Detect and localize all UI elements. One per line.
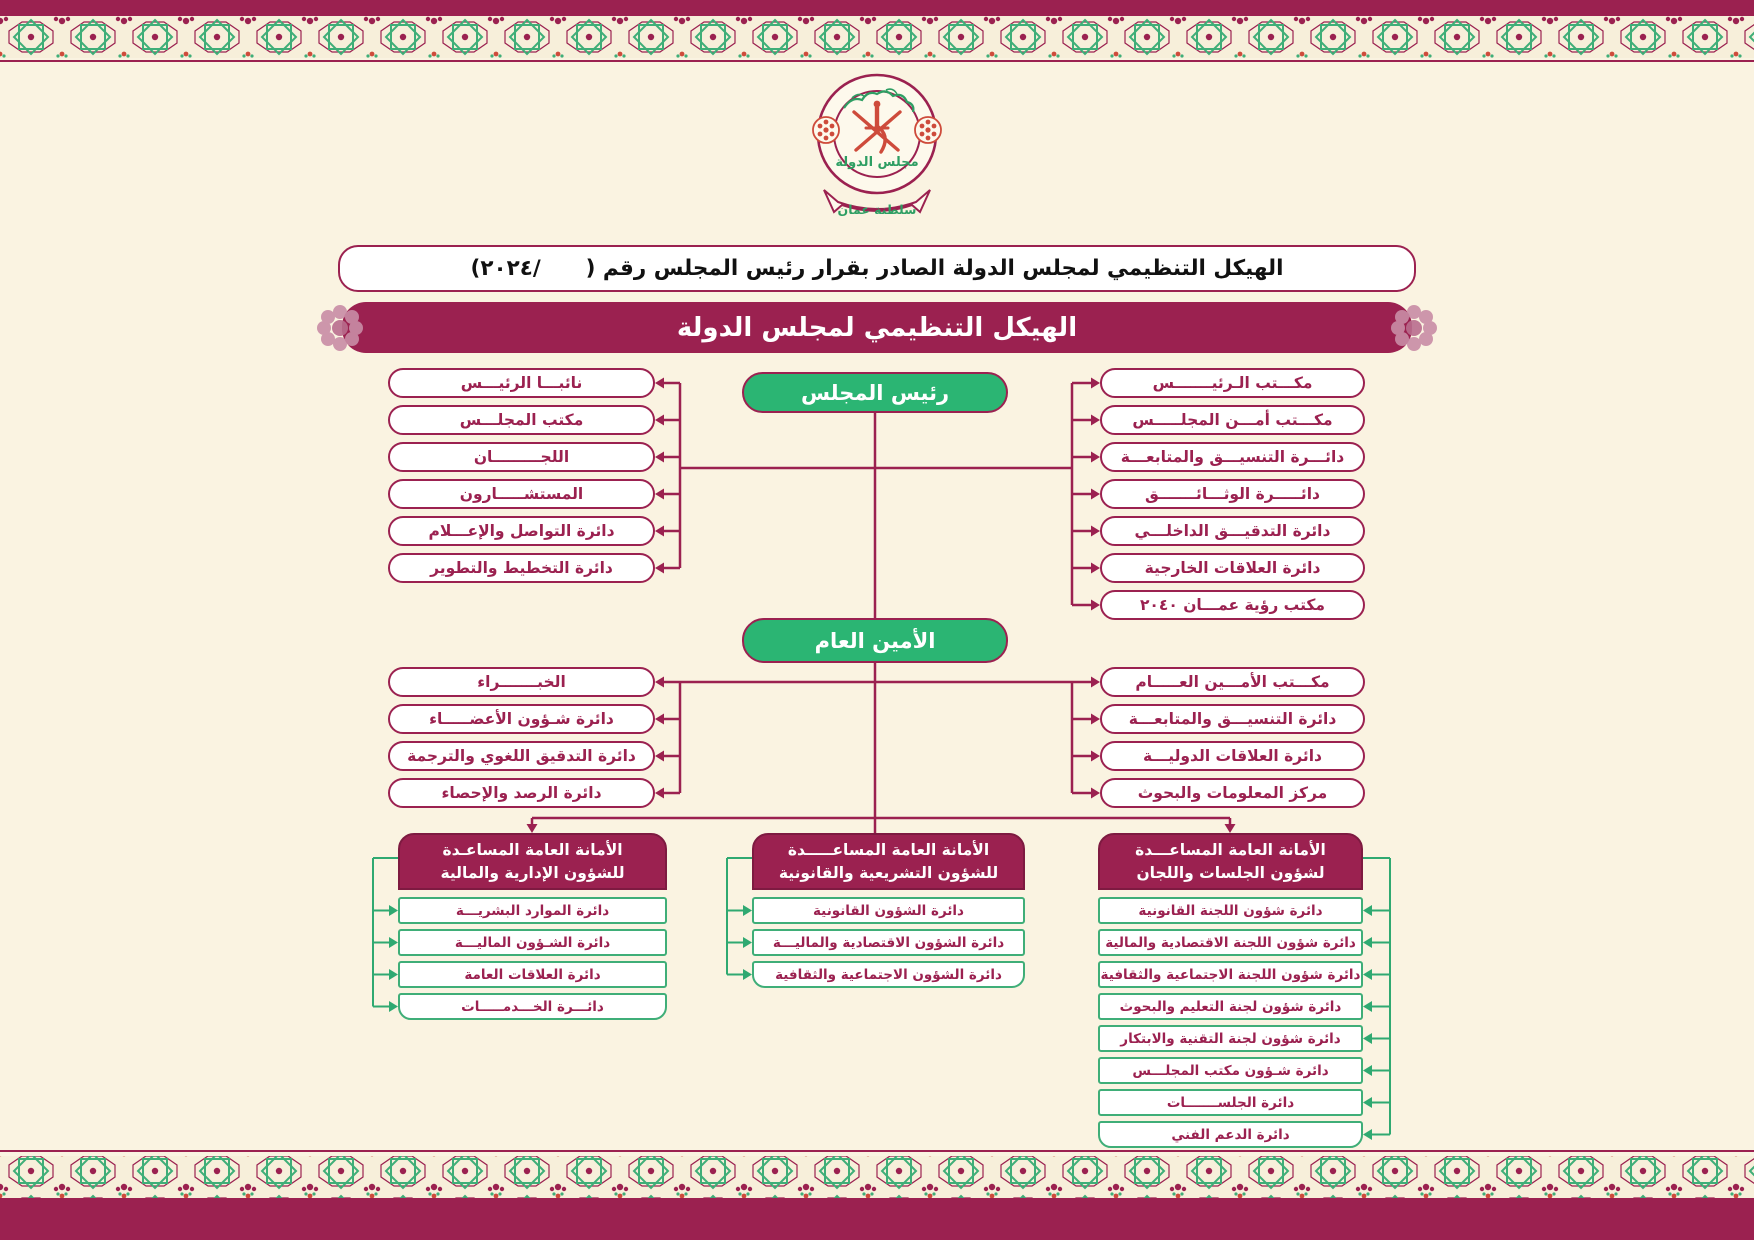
sg-left-column bbox=[388, 667, 655, 808]
org-box: دائرة شؤون اللجنة القانونية bbox=[1098, 897, 1363, 924]
top-border-ornament bbox=[0, 0, 1754, 62]
org-box: دائرة شـؤون الأعضـــــاء bbox=[388, 704, 655, 734]
banner-rosette-left-icon bbox=[312, 300, 368, 356]
org-box: دائرة التخطيط والتطوير bbox=[388, 553, 655, 583]
secretariat-legislative-departments bbox=[752, 897, 1025, 988]
rosette-right-icon bbox=[915, 117, 941, 143]
org-box: دائرة العلاقات الخارجية bbox=[1100, 553, 1365, 583]
org-box: دائرة التواصل والإعـــلام bbox=[388, 516, 655, 546]
secretariat-legislative-title-2: للشؤون التشريعية والقانونية bbox=[778, 863, 999, 882]
org-box: دائرة الدعم الفني bbox=[1098, 1121, 1363, 1148]
president-label: رئيس المجلس bbox=[800, 380, 950, 405]
org-box: دائرة شـؤون مكتب المجلـــس bbox=[1098, 1057, 1363, 1084]
president-right-column bbox=[1100, 368, 1365, 620]
org-box: دائـــرة التنسيـــق والمتابعـــة bbox=[1100, 442, 1365, 472]
secretariat-admin-departments bbox=[398, 897, 667, 1020]
org-box: دائرة العلاقات العامة bbox=[398, 961, 667, 988]
org-box: دائرة الشؤون القانونية bbox=[752, 897, 1025, 924]
secretary-general-node bbox=[742, 618, 1008, 663]
org-box: مكـــتب أمـــن المجلـــــس bbox=[1100, 405, 1365, 435]
chart-title-text: الهيكل التنظيمي لمجلس الدولة bbox=[676, 312, 1078, 343]
secretariat-sessions-departments bbox=[1098, 897, 1363, 1148]
org-box: دائرة شؤون لجنة التعليم والبحوث bbox=[1098, 993, 1363, 1020]
org-box: دائـــــرة الوثـــائـــــــق bbox=[1100, 479, 1365, 509]
president-left-column bbox=[388, 368, 655, 583]
emblem-council-name: مجلس الدولة bbox=[835, 155, 919, 170]
org-box: المستشـــــارون bbox=[388, 479, 655, 509]
secretariat-legislative-header bbox=[752, 833, 1025, 890]
org-box: دائرة شؤون اللجنة الاقتصادية والمالية bbox=[1098, 929, 1363, 956]
org-box: دائرة التدقيق اللغوي والترجمة bbox=[388, 741, 655, 771]
chart-title-banner bbox=[342, 302, 1412, 353]
bottom-border-ornament bbox=[0, 1150, 1754, 1240]
emblem-ribbon-text: سلطنة عمان bbox=[837, 202, 917, 217]
org-box: دائرة الشـؤون الماليـــة bbox=[398, 929, 667, 956]
sg-right-column bbox=[1100, 667, 1365, 808]
president-node bbox=[742, 372, 1008, 413]
secretariat-admin-card bbox=[398, 833, 667, 1020]
org-box: دائرة التنسيـــق والمتابعـــة bbox=[1100, 704, 1365, 734]
org-box: دائرة الرصد والإحصاء bbox=[388, 778, 655, 808]
org-box: دائرة العلاقات الدوليـــة bbox=[1100, 741, 1365, 771]
secretariat-sessions-header bbox=[1098, 833, 1363, 890]
org-box: دائرة الجلســـــــات bbox=[1098, 1089, 1363, 1116]
secretariat-admin-header bbox=[398, 833, 667, 890]
org-box: مكـــتب الـرئيـــــــس bbox=[1100, 368, 1365, 398]
secretariat-legislative-card bbox=[752, 833, 1025, 988]
org-box: مكـــتب الأمـــين العـــــام bbox=[1100, 667, 1365, 697]
secretariat-sessions-card bbox=[1098, 833, 1363, 1148]
org-box: مكتب رؤية عمـــان ٢٠٤٠ bbox=[1100, 590, 1365, 620]
secretariat-admin-title-1: الأمانة العامة المساعـدة bbox=[442, 841, 623, 860]
decree-title-bar bbox=[338, 245, 1416, 292]
banner-rosette-right-icon bbox=[1386, 300, 1442, 356]
secretariat-sessions-title-1: الأمانة العامة المساعـــدة bbox=[1135, 841, 1326, 860]
org-box: دائرة شؤون لجنة التقنية والابتكار bbox=[1098, 1025, 1363, 1052]
council-emblem bbox=[794, 68, 960, 236]
secretariat-sessions-title-2: لشؤون الجلسات واللجان bbox=[1136, 863, 1325, 882]
org-box: اللجـــــــــان bbox=[388, 442, 655, 472]
org-box: دائرة الموارد البشريـــة bbox=[398, 897, 667, 924]
rosette-left-icon bbox=[813, 117, 839, 143]
org-box: مكتب المجلـــس bbox=[388, 405, 655, 435]
secretariat-legislative-title-1: الأمانة العامة المساعـــــدة bbox=[787, 841, 990, 860]
decree-title-text: الهيكل التنظيمي لمجلس الدولة الصادر بقرار رئيس المجلس رقم ( /٢٠٢٤) bbox=[470, 256, 1284, 281]
org-box: نائبـــا الرئيـــس bbox=[388, 368, 655, 398]
org-box: دائرة الشؤون الاجتماعية والثقافية bbox=[752, 961, 1025, 988]
org-box: مركز المعلومات والبحوث bbox=[1100, 778, 1365, 808]
org-box: دائرة الشؤون الاقتصادية والماليـــة bbox=[752, 929, 1025, 956]
org-box: الخبـــــــراء bbox=[388, 667, 655, 697]
secretary-general-label: الأمين العام bbox=[814, 628, 936, 653]
org-box: دائرة التدقيـــق الداخلـــي bbox=[1100, 516, 1365, 546]
secretariat-admin-title-2: للشؤون الإدارية والمالية bbox=[440, 863, 625, 882]
org-box: دائرة شؤون اللجنة الاجتماعية والثقافية bbox=[1098, 961, 1363, 988]
org-box: دائـــرة الخـــدمـــــات bbox=[398, 993, 667, 1020]
